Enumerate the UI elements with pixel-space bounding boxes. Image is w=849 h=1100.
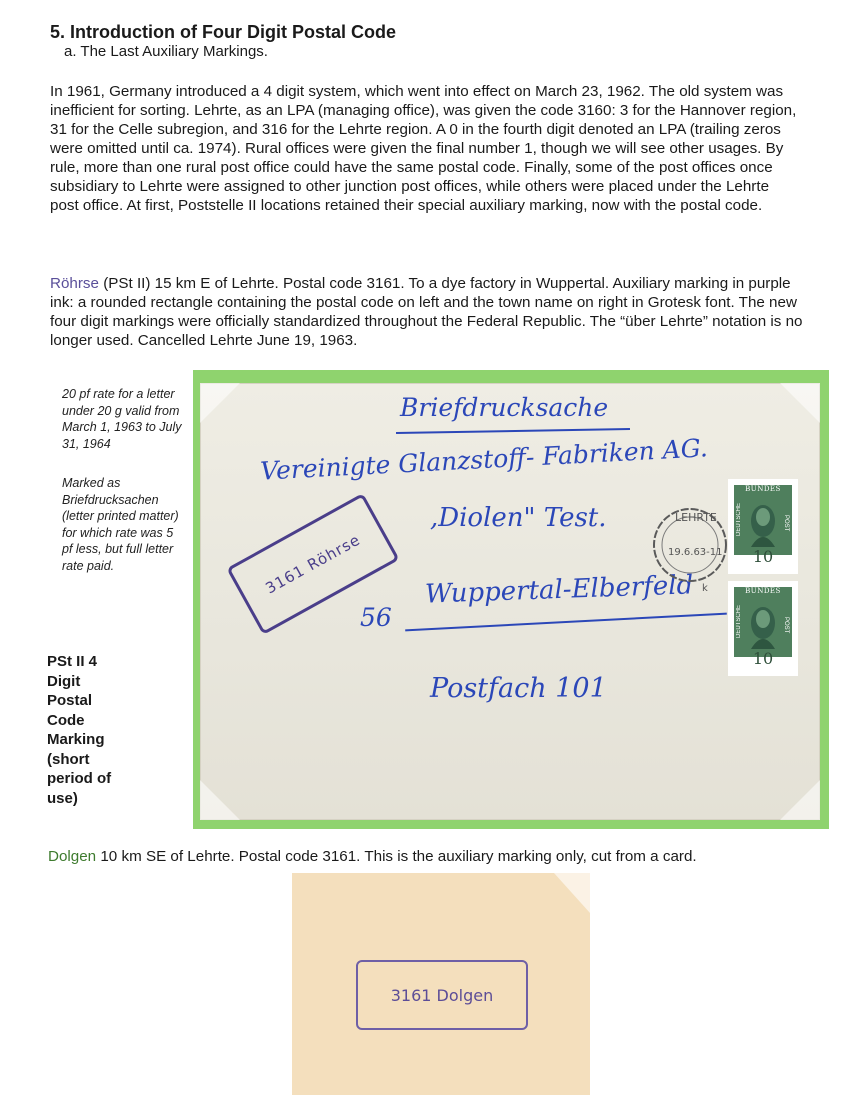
- page-title: 5. Introduction of Four Digit Postal Code: [50, 22, 396, 42]
- marking-type-note: PSt II 4 Digit Postal Code Marking (short period of use): [47, 653, 112, 807]
- aux-marking-dolgen: 3161 Dolgen: [356, 960, 528, 1030]
- photo-corner: [554, 873, 590, 913]
- stamp-durer-10pf: [728, 479, 798, 574]
- dolgen-card-cutout: [292, 873, 590, 1095]
- durer-portrait-icon: [745, 497, 781, 549]
- durer-portrait-icon: [745, 599, 781, 651]
- stamp-value: 10: [752, 547, 774, 566]
- photo-corner: [780, 383, 820, 423]
- stamp-country-text: BUNDES: [745, 587, 781, 595]
- handwritten-underline: [396, 428, 630, 434]
- handwritten-diolen-test: ,Diolen" Test.: [430, 503, 607, 533]
- marked-note: Marked as Briefdrucksachen (letter printed matter) for which rate was 5 pf less, but full letter rate paid.: [62, 476, 179, 573]
- town-name-rohrse: Röhrse: [50, 275, 99, 292]
- handwritten-postcode: 56: [360, 603, 392, 632]
- town-name-dolgen: Dolgen: [48, 848, 97, 865]
- rohrse-paragraph: [50, 274, 810, 350]
- postmark-town: LEHRTE: [675, 511, 717, 524]
- handwritten-addressee: Vereinigte Glanzstoff- Fabriken AG.: [259, 433, 709, 486]
- lehrte-postmark: [640, 495, 740, 605]
- dolgen-description: 10 km SE of Lehrte. Postal code 3161. This is the auxiliary marking only, cut from a card.: [96, 848, 697, 865]
- cover-envelope: [200, 383, 820, 820]
- aux-marking-rohrse: 3161 Röhrse: [226, 493, 399, 635]
- stamp-country-text: BUNDES: [745, 485, 781, 493]
- stamp-side-text: DEUTSCHE: [736, 503, 742, 537]
- stamp-durer-10pf: [728, 581, 798, 676]
- stamp-side-text: DEUTSCHE: [736, 605, 742, 639]
- postmark-date: 19.6.63-11: [668, 547, 723, 558]
- handwritten-postfach: Postfach 101: [430, 673, 607, 704]
- page-subtitle: a. The Last Auxiliary Markings.: [64, 43, 268, 60]
- handwritten-city-underline: [405, 613, 727, 632]
- photo-corner: [200, 383, 240, 423]
- photo-corner: [780, 780, 820, 820]
- dolgen-paragraph: [48, 848, 697, 865]
- stamp-post-text: POST: [783, 617, 789, 634]
- stamp-value: 10: [752, 649, 774, 668]
- postmark-letter: k: [702, 583, 708, 594]
- stamp-post-text: POST: [783, 515, 789, 532]
- photo-corner: [200, 780, 240, 820]
- rate-note: 20 pf rate for a letter under 20 g valid from March 1, 1963 to July 31, 1964: [62, 387, 182, 451]
- handwritten-briefdrucksache: Briefdrucksache: [400, 393, 609, 422]
- handwritten-city: Wuppertal-Elberfeld: [424, 570, 694, 610]
- intro-paragraph: In 1961, Germany introduced a 4 digit system, which went into effect on March 23, 1962. The old system was inefficient for sorting. Lehrte, as an LPA (managing office), was given the code 3160: 3 for the Hannover region, 31 for the Celle subregion, and 316 for the Lehrte region. A 0 in the fourth digit denoted an LPA (trailing zeros were omitted until ca. 1974). Rural offices were given the final number 1, though we will see other usages. By rule, more than one rural post office could have the same postal code. Finally, some of the post offices once subsidiary to Lehrte were assigned to other junction post offices, while others were placed under the Lehrte post office. At first, Poststelle II locations retained their special auxiliary marking, now with the postal code.: [50, 83, 797, 214]
- rohrse-description: (PSt II) 15 km E of Lehrte. Postal code 3161. To a dye factory in Wuppertal. Auxiliary marking in purple ink: a rounded rectangle containing the postal code on left and the town name on right in Grotesk font. The new four digit markings were officially standardized throughout the Federal Republic. The “über Lehrte” notation is no longer used. Cancelled Lehrte June 19, 1963.: [50, 275, 803, 349]
